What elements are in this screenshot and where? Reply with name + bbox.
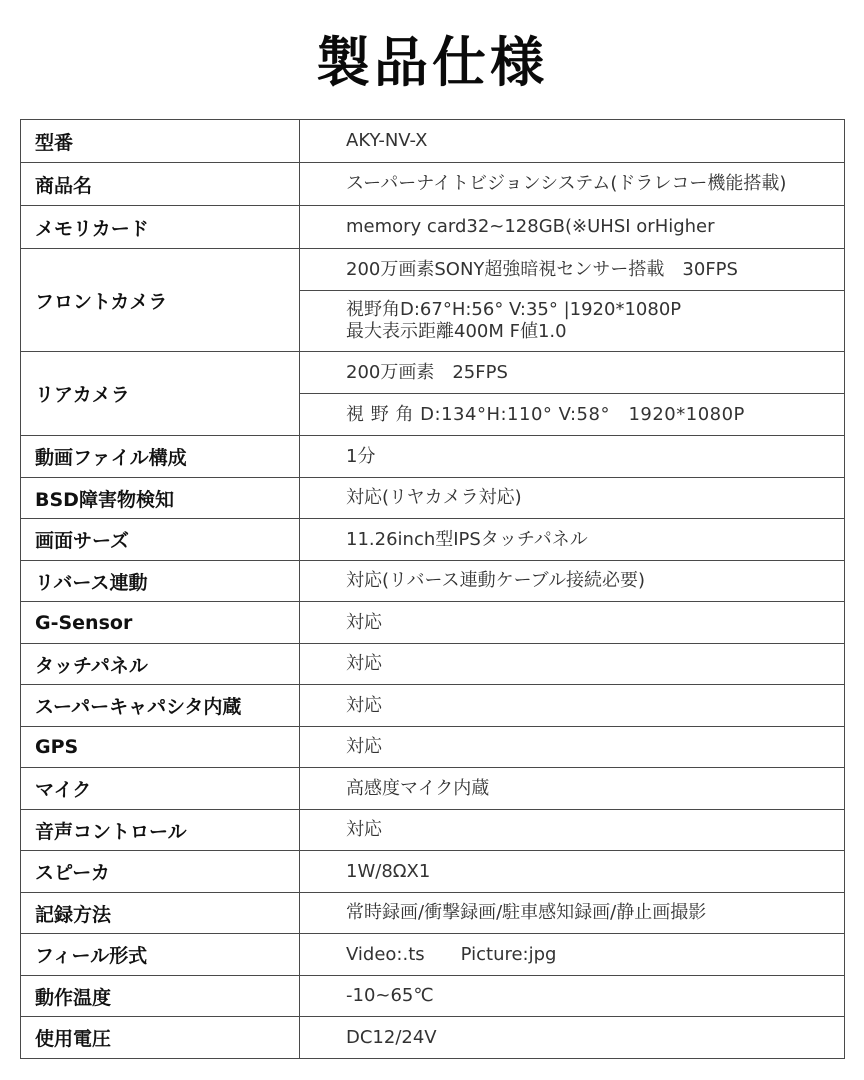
spec-row-front-camera-1 xyxy=(21,249,845,291)
spec-value-front-camera-distance: 最大表示距離400M F値1.0 xyxy=(346,321,567,342)
spec-row-voltage xyxy=(21,1017,845,1059)
spec-table xyxy=(20,119,845,1059)
spec-row-touch-panel xyxy=(21,644,845,685)
spec-row-gps xyxy=(21,727,845,768)
spec-value-front-camera-angle: 視野角D:67°H:56° V:35° |1920*1080P xyxy=(346,299,682,320)
spec-value-speaker: 1W/8ΩX1 xyxy=(300,851,845,893)
spec-label-file-format: フィール形式 xyxy=(21,934,300,976)
spec-row-voice-control xyxy=(21,810,845,851)
spec-label-memory-card: メモリカード xyxy=(21,206,300,249)
spec-label-screen-size: 画面サーズ xyxy=(21,519,300,561)
spec-label-front-camera: フロントカメラ xyxy=(21,249,300,352)
spec-value-video-file: 1分 xyxy=(300,436,845,478)
spec-value-memory-card: memory card32~128GB(※UHSI orHigher xyxy=(300,206,845,249)
spec-value-rear-camera-view: 視 野 角 D:134°H:110° V:58° 1920*1080P xyxy=(300,394,845,436)
spec-value-front-camera-view xyxy=(300,291,845,352)
spec-row-video-file xyxy=(21,436,845,478)
spec-value-touch-panel: 対応 xyxy=(300,644,845,685)
spec-value-front-camera-sensor: 200万画素SONY超強暗視センサー搭載 30FPS xyxy=(300,249,845,291)
spec-label-product-name: 商品名 xyxy=(21,163,300,206)
spec-value-super-capacitor: 対応 xyxy=(300,685,845,727)
spec-row-speaker xyxy=(21,851,845,893)
spec-label-model: 型番 xyxy=(21,120,300,163)
spec-row-file-format xyxy=(21,934,845,976)
spec-row-model xyxy=(21,120,845,163)
spec-value-file-format: Video:.ts Picture:jpg xyxy=(300,934,845,976)
spec-label-rear-camera: リアカメラ xyxy=(21,352,300,436)
spec-value-reverse-link: 対応(リバース連動ケーブル接続必要) xyxy=(300,561,845,602)
spec-label-bsd: BSD障害物検知 xyxy=(21,478,300,519)
spec-label-mic: マイク xyxy=(21,768,300,810)
spec-row-memory-card xyxy=(21,206,845,249)
spec-value-bsd: 対応(リヤカメラ対応) xyxy=(300,478,845,519)
spec-label-video-file: 動画ファイル構成 xyxy=(21,436,300,478)
spec-value-model: AKY-NV-X xyxy=(300,120,845,163)
spec-row-g-sensor xyxy=(21,602,845,644)
spec-value-operating-temp: -10~65℃ xyxy=(300,976,845,1017)
spec-label-voice-control: 音声コントロール xyxy=(21,810,300,851)
spec-row-mic xyxy=(21,768,845,810)
spec-value-mic: 高感度マイク内蔵 xyxy=(300,768,845,810)
spec-label-touch-panel: タッチパネル xyxy=(21,644,300,685)
spec-row-recording-method xyxy=(21,893,845,934)
spec-row-reverse-link xyxy=(21,561,845,602)
spec-row-super-capacitor xyxy=(21,685,845,727)
spec-value-recording-method: 常時録画/衝撃録画/駐車感知録画/静止画撮影 xyxy=(300,893,845,934)
spec-value-screen-size: 11.26inch型IPSタッチパネル xyxy=(300,519,845,561)
spec-row-operating-temp xyxy=(21,976,845,1017)
spec-label-gps: GPS xyxy=(21,727,300,768)
spec-label-operating-temp: 動作温度 xyxy=(21,976,300,1017)
spec-value-voice-control: 対応 xyxy=(300,810,845,851)
spec-value-gps: 対応 xyxy=(300,727,845,768)
spec-label-speaker: スピーカ xyxy=(21,851,300,893)
spec-row-bsd xyxy=(21,478,845,519)
spec-label-reverse-link: リバース連動 xyxy=(21,561,300,602)
spec-label-recording-method: 記録方法 xyxy=(21,893,300,934)
page-title: 製品仕様 xyxy=(316,31,548,94)
spec-row-rear-camera-1 xyxy=(21,352,845,394)
spec-label-g-sensor: G-Sensor xyxy=(21,602,300,644)
spec-value-product-name: スーパーナイトビジョンシステム(ドラレコー機能搭載) xyxy=(300,163,845,206)
spec-row-product-name xyxy=(21,163,845,206)
spec-row-screen-size xyxy=(21,519,845,561)
spec-label-super-capacitor: スーパーキャパシタ内蔵 xyxy=(21,685,300,727)
spec-value-rear-camera-sensor: 200万画素 25FPS xyxy=(300,352,845,394)
spec-value-g-sensor: 対応 xyxy=(300,602,845,644)
spec-value-voltage: DC12/24V xyxy=(300,1017,845,1059)
spec-label-voltage: 使用電圧 xyxy=(21,1017,300,1059)
